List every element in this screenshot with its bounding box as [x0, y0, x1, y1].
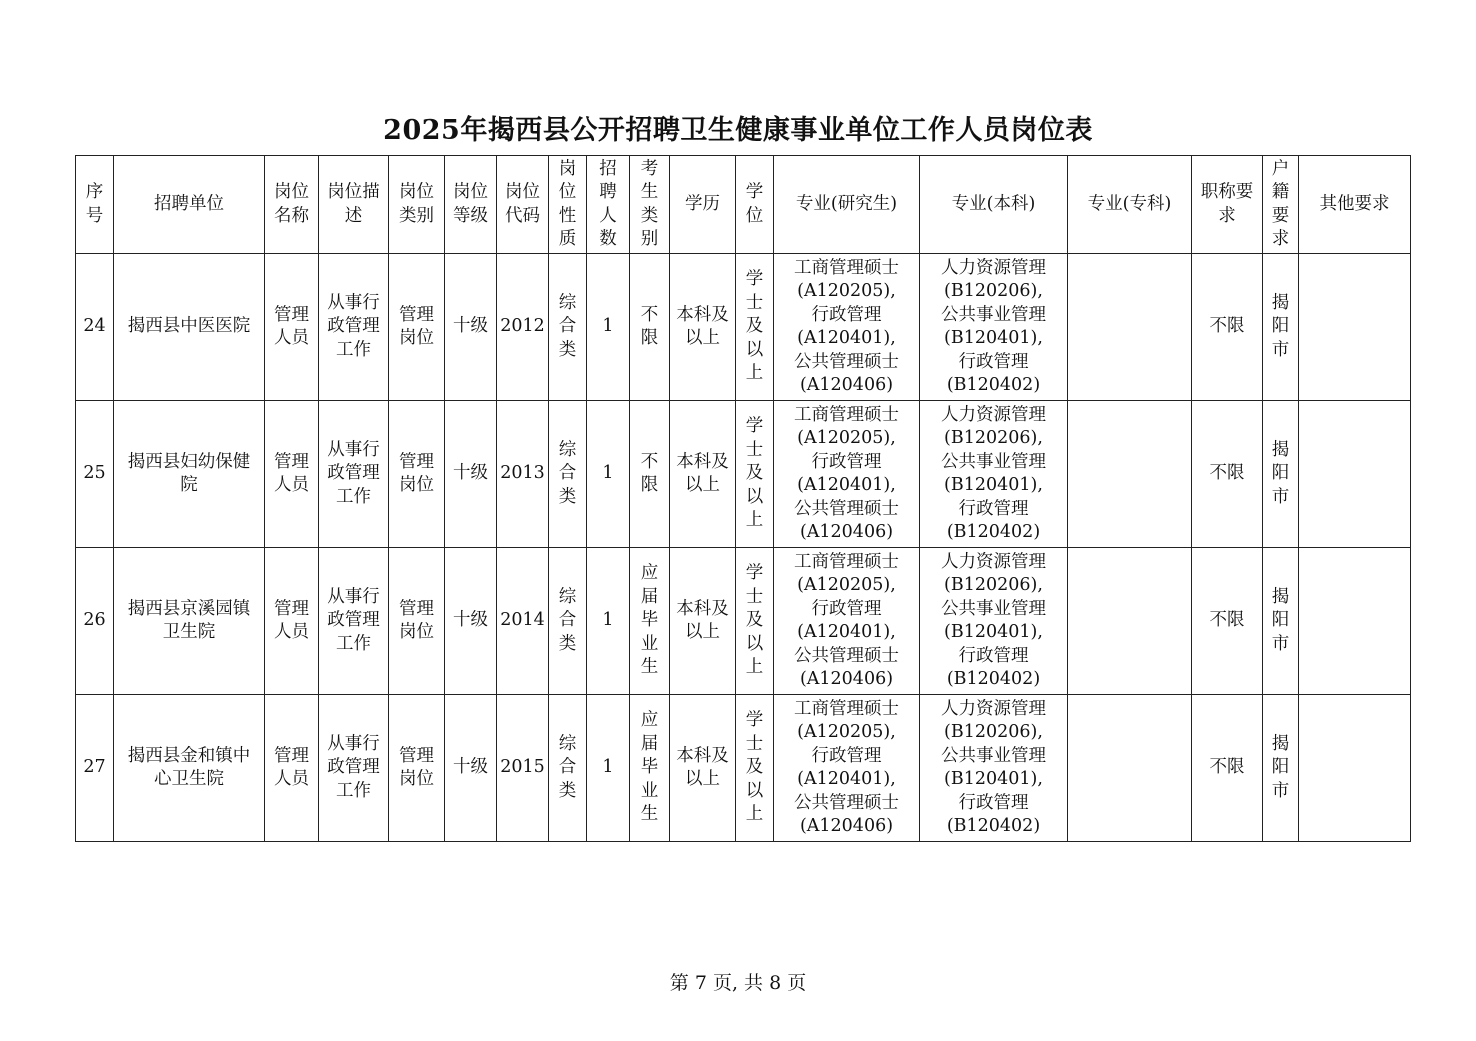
- header-col-seq: 序 号: [76, 156, 114, 254]
- cell-unit: 揭西县妇幼保健 院: [114, 401, 265, 548]
- cell-other-req: [1299, 401, 1411, 548]
- cell-post-desc: 从事行 政管理 工作: [319, 254, 389, 401]
- cell-post-name: 管理 人员: [265, 695, 319, 842]
- cell-candidate-type: 应 届 毕 业 生: [630, 548, 670, 695]
- cell-major-undergrad: 人力资源管理 (B120206), 公共事业管理 (B120401), 行政管理 (B120402): [920, 254, 1068, 401]
- cell-major-undergrad: 人力资源管理 (B120206), 公共事业管理 (B120401), 行政管理 (B120402): [920, 401, 1068, 548]
- cell-post-code: 2013: [497, 401, 549, 548]
- header-col-major-undergrad: 专业(本科): [920, 156, 1068, 254]
- cell-other-req: [1299, 254, 1411, 401]
- cell-post-name: 管理 人员: [265, 254, 319, 401]
- cell-title-req: 不限: [1192, 548, 1263, 695]
- cell-seq: 25: [76, 401, 114, 548]
- cell-title-req: 不限: [1192, 254, 1263, 401]
- cell-post-code: 2015: [497, 695, 549, 842]
- cell-seq: 26: [76, 548, 114, 695]
- header-col-post-level: 岗位 等级: [445, 156, 497, 254]
- cell-post-name: 管理 人员: [265, 548, 319, 695]
- cell-post-desc: 从事行 政管理 工作: [319, 695, 389, 842]
- cell-education: 本科及 以上: [670, 254, 736, 401]
- table-row: [76, 548, 1411, 695]
- header-col-post-type: 岗位 类别: [389, 156, 445, 254]
- cell-post-nature: 综 合 类: [549, 695, 587, 842]
- cell-unit: 揭西县京溪园镇 卫生院: [114, 548, 265, 695]
- cell-post-level: 十级: [445, 254, 497, 401]
- cell-post-desc: 从事行 政管理 工作: [319, 548, 389, 695]
- cell-major-college: [1068, 548, 1192, 695]
- cell-post-type: 管理 岗位: [389, 401, 445, 548]
- cell-post-code: 2014: [497, 548, 549, 695]
- cell-post-name: 管理 人员: [265, 401, 319, 548]
- cell-headcount: 1: [587, 548, 630, 695]
- cell-headcount: 1: [587, 254, 630, 401]
- cell-major-grad: 工商管理硕士 (A120205), 行政管理 (A120401), 公共管理硕士 (A120406): [774, 695, 920, 842]
- header-col-major-grad: 专业(研究生): [774, 156, 920, 254]
- cell-post-nature: 综 合 类: [549, 548, 587, 695]
- cell-candidate-type: 不 限: [630, 254, 670, 401]
- header-col-hukou-req: 户 籍 要 求: [1263, 156, 1299, 254]
- header-col-title-req: 职称要 求: [1192, 156, 1263, 254]
- header-col-degree: 学 位: [736, 156, 774, 254]
- cell-major-undergrad: 人力资源管理 (B120206), 公共事业管理 (B120401), 行政管理 (B120402): [920, 548, 1068, 695]
- cell-hukou-req: 揭 阳 市: [1263, 548, 1299, 695]
- cell-major-college: [1068, 401, 1192, 548]
- cell-title-req: 不限: [1192, 695, 1263, 842]
- cell-education: 本科及 以上: [670, 401, 736, 548]
- cell-other-req: [1299, 695, 1411, 842]
- cell-degree: 学 士 及 以 上: [736, 254, 774, 401]
- cell-post-code: 2012: [497, 254, 549, 401]
- header-col-other-req: 其他要求: [1299, 156, 1411, 254]
- cell-major-grad: 工商管理硕士 (A120205), 行政管理 (A120401), 公共管理硕士 (A120406): [774, 254, 920, 401]
- cell-major-grad: 工商管理硕士 (A120205), 行政管理 (A120401), 公共管理硕士 (A120406): [774, 401, 920, 548]
- cell-unit: 揭西县金和镇中 心卫生院: [114, 695, 265, 842]
- cell-unit: 揭西县中医医院: [114, 254, 265, 401]
- header-col-unit: 招聘单位: [114, 156, 265, 254]
- table-row: [76, 401, 1411, 548]
- header-col-headcount: 招 聘 人 数: [587, 156, 630, 254]
- cell-major-grad: 工商管理硕士 (A120205), 行政管理 (A120401), 公共管理硕士 (A120406): [774, 548, 920, 695]
- header-col-post-desc: 岗位描 述: [319, 156, 389, 254]
- cell-title-req: 不限: [1192, 401, 1263, 548]
- cell-candidate-type: 不 限: [630, 401, 670, 548]
- header-col-candidate-type: 考 生 类 别: [630, 156, 670, 254]
- cell-hukou-req: 揭 阳 市: [1263, 254, 1299, 401]
- cell-post-level: 十级: [445, 695, 497, 842]
- page-title: 2025年揭西县公开招聘卫生健康事业单位工作人员岗位表: [383, 115, 1093, 146]
- header-col-post-name: 岗位 名称: [265, 156, 319, 254]
- table-row: [76, 254, 1411, 401]
- table-body: [76, 254, 1411, 842]
- cell-post-nature: 综 合 类: [549, 254, 587, 401]
- cell-other-req: [1299, 548, 1411, 695]
- header-col-post-nature: 岗 位 性 质: [549, 156, 587, 254]
- cell-degree: 学 士 及 以 上: [736, 695, 774, 842]
- cell-major-undergrad: 人力资源管理 (B120206), 公共事业管理 (B120401), 行政管理 (B120402): [920, 695, 1068, 842]
- cell-post-type: 管理 岗位: [389, 254, 445, 401]
- cell-seq: 27: [76, 695, 114, 842]
- cell-education: 本科及 以上: [670, 695, 736, 842]
- cell-headcount: 1: [587, 695, 630, 842]
- cell-candidate-type: 应 届 毕 业 生: [630, 695, 670, 842]
- table-header-row: [76, 156, 1411, 254]
- cell-post-nature: 综 合 类: [549, 401, 587, 548]
- cell-seq: 24: [76, 254, 114, 401]
- cell-hukou-req: 揭 阳 市: [1263, 401, 1299, 548]
- cell-post-level: 十级: [445, 548, 497, 695]
- cell-post-type: 管理 岗位: [389, 695, 445, 842]
- cell-post-desc: 从事行 政管理 工作: [319, 401, 389, 548]
- cell-degree: 学 士 及 以 上: [736, 401, 774, 548]
- job-positions-table: [75, 155, 1411, 842]
- cell-major-college: [1068, 254, 1192, 401]
- cell-education: 本科及 以上: [670, 548, 736, 695]
- cell-post-type: 管理 岗位: [389, 548, 445, 695]
- cell-post-level: 十级: [445, 401, 497, 548]
- cell-major-college: [1068, 695, 1192, 842]
- table-row: [76, 695, 1411, 842]
- cell-headcount: 1: [587, 401, 630, 548]
- page-footer: 第 7 页, 共 8 页: [669, 972, 807, 994]
- header-col-education: 学历: [670, 156, 736, 254]
- header-col-post-code: 岗位 代码: [497, 156, 549, 254]
- header-col-major-college: 专业(专科): [1068, 156, 1192, 254]
- cell-degree: 学 士 及 以 上: [736, 548, 774, 695]
- cell-hukou-req: 揭 阳 市: [1263, 695, 1299, 842]
